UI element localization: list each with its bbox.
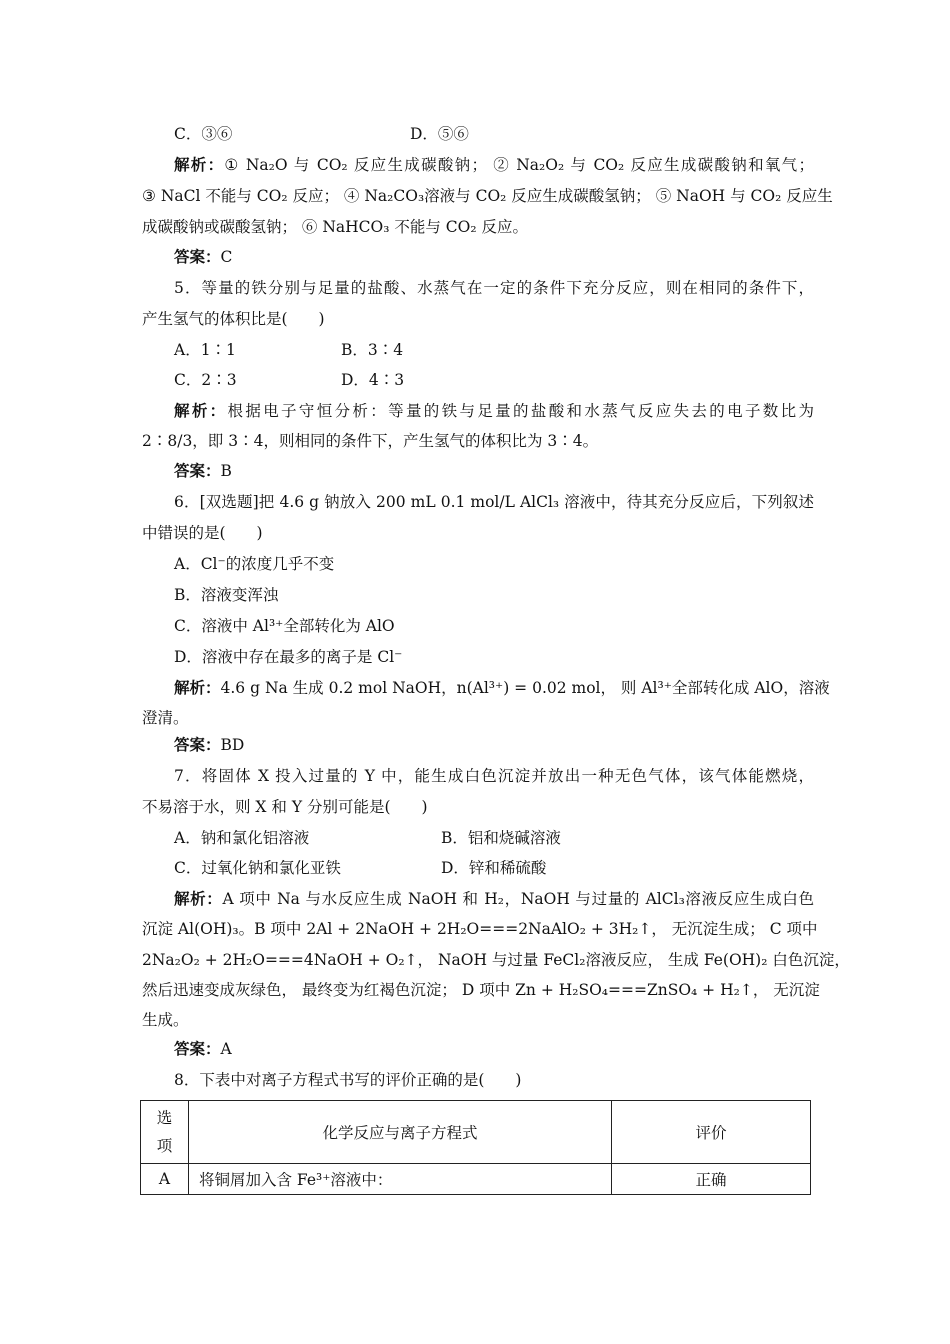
table-header-option-text: 选项 — [156, 1109, 173, 1155]
q7-explanation-line-4: 然后迅速变成灰绿色， 最终变为红褐色沉淀； D 项中 Zn + H₂SO₄===ZnSO₄ + H₂↑， 无沉淀 — [142, 981, 820, 999]
q5-explanation-line-2: 2∶8/3，即 3∶4，则相同的条件下，产生氢气的体积比为 3∶4。 — [142, 432, 599, 450]
q4-options-cd — [174, 119, 814, 149]
table-cell-evaluation: 正确 — [612, 1164, 811, 1195]
q5-answer-value: B — [220, 462, 232, 480]
q8-stem: 8．下表中对离子方程式书写的评价正确的是( ) — [174, 1071, 522, 1089]
q6-explanation-line-1 — [174, 673, 830, 703]
q5-options-ab — [174, 335, 814, 365]
q7-option-b: B．铝和烧碱溶液 — [441, 829, 561, 847]
q6-explanation-text-1: 4.6 g Na 生成 0.2 mol NaOH，n(Al³⁺) = 0.02 mol， 则 Al³⁺全部转化成 AlO，溶液 — [220, 679, 830, 697]
q7-options-ab — [174, 823, 814, 853]
q4-answer — [174, 242, 814, 272]
q4-explanation-line-2: ③ NaCl 不能与 CO₂ 反应； ④ Na₂CO₃溶液与 CO₂ 反应生成碳酸氢钠； ⑤ NaOH 与 CO₂ 反应生 — [142, 187, 833, 205]
table-header-equation: 化学反应与离子方程式 — [189, 1101, 612, 1164]
q4-option-d: D．⑤⑥ — [410, 125, 469, 143]
q5-stem-line-1: 5．等量的铁分别与足量的盐酸、水蒸气在一定的条件下充分反应，则在相同的条件下， — [174, 279, 814, 297]
q5-explanation-label: 解析： — [174, 401, 228, 420]
q4-explanation-text-1: ① Na₂O 与 CO₂ 反应生成碳酸钠； ② Na₂O₂ 与 CO₂ 反应生成碳酸钠和氧气； — [224, 156, 814, 174]
q7-explanation-label: 解析： — [174, 889, 223, 908]
q7-option-d: D．锌和稀硫酸 — [441, 859, 547, 877]
q6-explanation-line-2: 澄清。 — [142, 709, 189, 727]
q5-option-b: B．3∶4 — [341, 341, 404, 359]
q6-option-a: A．Cl⁻的浓度几乎不变 — [174, 555, 335, 573]
q8-evaluation-table — [140, 1100, 811, 1195]
q7-explanation-line-2: 沉淀 Al(OH)₃。B 项中 2Al + 2NaOH + 2H₂O===2NaAlO₂ + 3H₂↑， 无沉淀生成； C 项中 — [142, 920, 818, 938]
table-cell-equation: 将铜屑加入含 Fe³⁺溶液中： — [189, 1164, 612, 1195]
q5-stem-line-2: 产生氢气的体积比是( ) — [142, 310, 325, 328]
q4-option-c: C．③⑥ — [174, 125, 233, 143]
table-header-row — [141, 1101, 811, 1164]
q4-answer-label: 答案： — [174, 247, 221, 266]
q6-stem-line-1: 6．[双选题]把 4.6 g 钠放入 200 mL 0.1 mol/L AlCl₃ 溶液中，待其充分反应后，下列叙述 — [174, 493, 814, 511]
q4-answer-value: C — [220, 248, 233, 266]
q7-explanation-text-1: A 项中 Na 与水反应生成 NaOH 和 H₂，NaOH 与过量的 AlCl₃溶液反应生成白色 — [222, 890, 814, 908]
q7-option-a: A．钠和氯化铝溶液 — [174, 829, 310, 847]
q6-answer-label: 答案： — [174, 735, 221, 754]
table-row — [141, 1164, 811, 1195]
q6-option-c: C．溶液中 Al³⁺全部转化为 AlO — [174, 617, 395, 635]
q7-stem-line-1: 7．将固体 X 投入过量的 Y 中，能生成白色沉淀并放出一种无色气体，该气体能燃烧， — [174, 767, 814, 785]
table-header-option — [141, 1101, 189, 1164]
q6-option-b: B．溶液变浑浊 — [174, 586, 279, 604]
q7-option-c: C．过氧化钠和氯化亚铁 — [174, 859, 341, 877]
q5-answer-label: 答案： — [174, 461, 221, 480]
q6-stem-line-2: 中错误的是( ) — [142, 524, 263, 542]
q7-answer-value: A — [220, 1040, 232, 1058]
table-header-evaluation: 评价 — [612, 1101, 811, 1164]
q4-explanation-label: 解析： — [174, 155, 225, 174]
q5-options-cd — [174, 365, 814, 395]
q7-stem-line-2: 不易溶于水，则 X 和 Y 分别可能是( ) — [142, 798, 428, 816]
q6-option-d: D．溶液中存在最多的离子是 Cl⁻ — [174, 648, 403, 666]
q6-answer-value: BD — [220, 736, 245, 754]
q5-option-c: C．2∶3 — [174, 371, 237, 389]
q4-explanation-line-1 — [174, 150, 814, 180]
q5-answer — [174, 456, 814, 486]
q7-explanation-line-5: 生成。 — [142, 1011, 189, 1029]
q7-explanation-line-1 — [174, 884, 814, 914]
q4-explanation-line-3: 成碳酸钠或碳酸氢钠； ⑥ NaHCO₃ 不能与 CO₂ 反应。 — [142, 218, 529, 236]
q7-answer-label: 答案： — [174, 1039, 221, 1058]
q6-answer — [174, 730, 814, 760]
q7-answer — [174, 1034, 814, 1064]
q5-explanation-line-1 — [174, 396, 814, 426]
q5-explanation-text-1: 根据电子守恒分析：等量的铁与足量的盐酸和水蒸气反应失去的电子数比为 — [227, 402, 814, 420]
q6-explanation-label: 解析： — [174, 678, 221, 697]
q5-option-d: D．4∶3 — [341, 371, 405, 389]
table-cell-option: A — [141, 1164, 189, 1195]
q7-explanation-line-3: 2Na₂O₂ + 2H₂O===4NaOH + O₂↑， NaOH 与过量 FeCl₂溶液反应， 生成 Fe(OH)₂ 白色沉淀， — [142, 951, 850, 969]
q7-options-cd — [174, 853, 814, 883]
q5-option-a: A．1∶1 — [174, 341, 236, 359]
